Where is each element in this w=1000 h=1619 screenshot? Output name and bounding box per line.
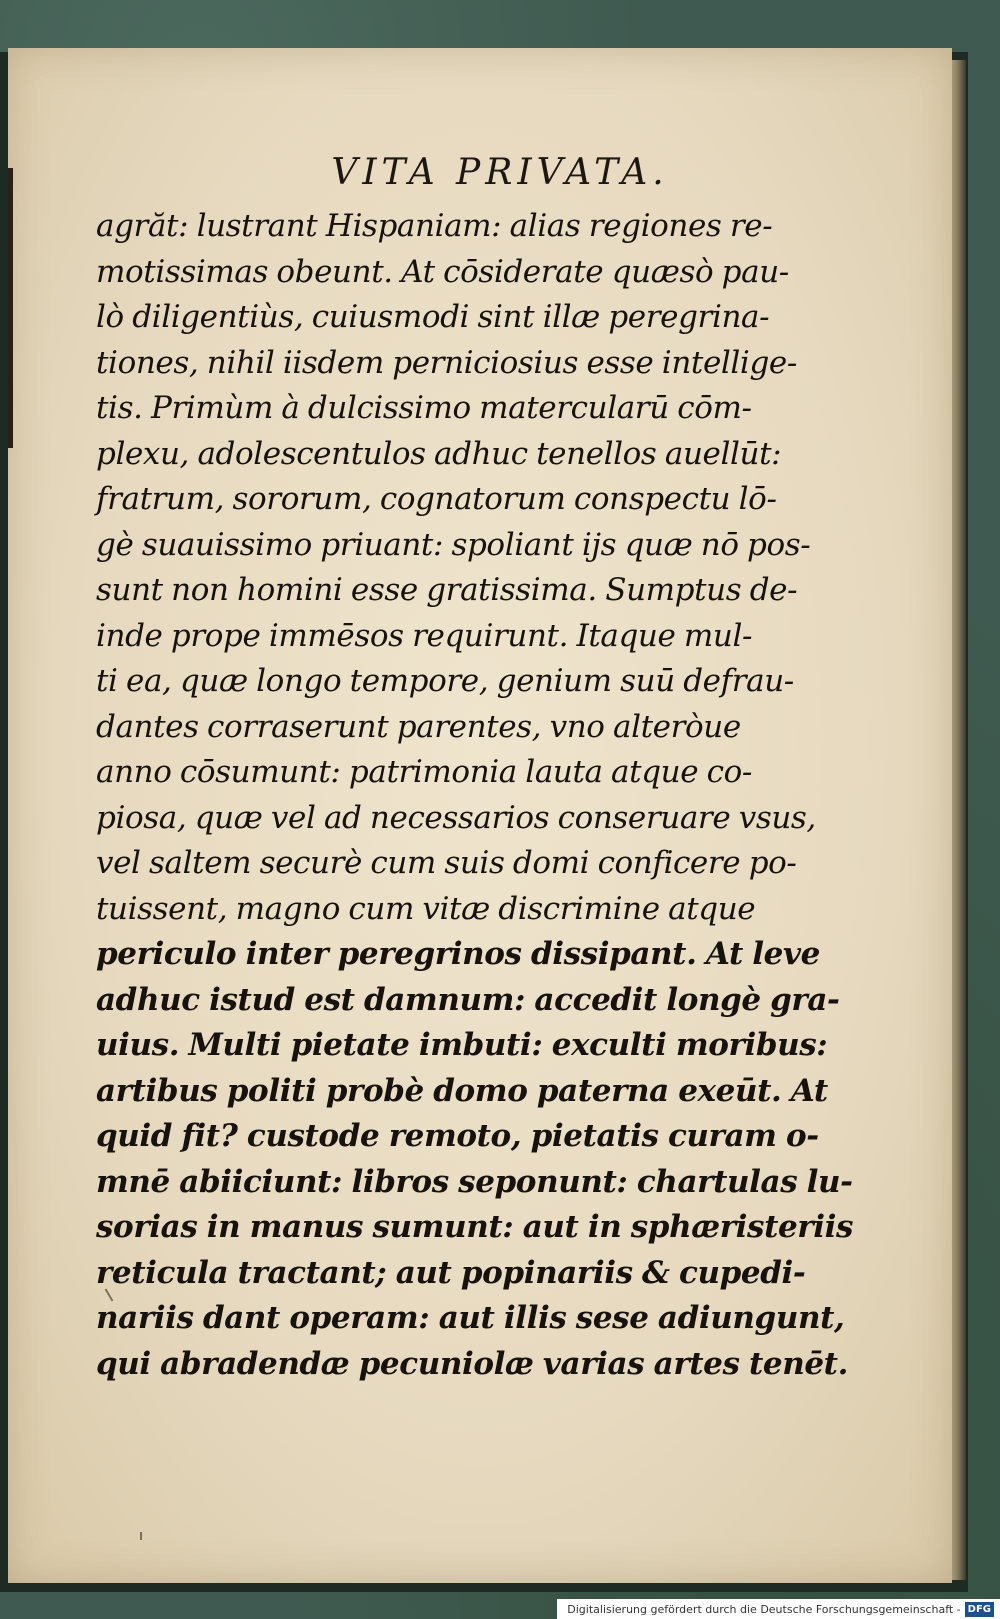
text-line: gè suauissimo priuant: spoliant ijs quæ nō pos- — [96, 526, 811, 563]
text-line: adhuc istud est damnum: accedit longè gra- — [96, 981, 840, 1018]
text-line: artibus politi probè domo paterna exeūt. At — [96, 1072, 828, 1109]
text-line: lò diligentiùs, cuiusmodi sint illæ peregrina- — [96, 299, 770, 335]
dfg-logo: DFG — [965, 1602, 994, 1617]
text-line: dantes corraserunt parentes, vno alteròue — [96, 708, 741, 745]
ink-speck — [140, 1532, 142, 1540]
text-line: nariis dant operam: aut illis sese adiungunt, — [96, 1300, 845, 1336]
text-line: periculo inter peregrinos dissipant. At leve — [96, 936, 820, 972]
text-line: ti ea, quæ longo tempore, genium suū defrau- — [96, 663, 794, 699]
text-line: inde prope immēsos requirunt. Itaque mul- — [96, 617, 753, 654]
text-line: sunt non homini esse gratissima. Sumptus de- — [96, 572, 798, 608]
text-line: mnē abiiciunt: libros seponunt: chartulas lu- — [96, 1163, 853, 1200]
text-line: motissimas obeunt. At cōsiderate quæsò pau- — [96, 253, 789, 290]
text-line: plexu, adolescentulos adhuc tenellos auellūt: — [96, 435, 782, 472]
text-line: tis. Primùm à dulcissimo matercularū cōm- — [96, 390, 752, 426]
text-line: uius. Multi pietate imbuti: exculti moribus: — [96, 1027, 828, 1063]
text-line: fratrum, sororum, cognatorum conspectu lō- — [96, 481, 777, 517]
text-line: anno cōsumunt: patrimonia lauta atque co- — [96, 754, 752, 790]
text-line: agrăt: lustrant Hispaniam: alias regiones re- — [96, 208, 773, 244]
body-text — [96, 204, 854, 1387]
text-line: qui abradendæ pecuniolæ varias artes tenēt. — [96, 1345, 848, 1382]
digitization-credit — [557, 1599, 1000, 1619]
book-page — [8, 48, 952, 1583]
text-line: reticula tractant; aut popinariis & cupedi- — [96, 1254, 806, 1291]
running-head: VITA PRIVATA. — [331, 152, 669, 193]
text-line: piosa, quæ vel ad necessarios conseruare vsus, — [96, 799, 816, 836]
text-line: quid fit? custode remoto, pietatis curam o- — [96, 1118, 819, 1154]
text-line: vel saltem securè cum suis domi conficere po- — [96, 845, 797, 881]
binding-mark — [8, 168, 13, 448]
text-line: tuissent, magno cum vitæ discrimine atque — [96, 890, 756, 927]
text-line: tiones, nihil iisdem perniciosius esse intellige- — [96, 344, 797, 381]
credit-text: Digitalisierung gefördert durch die Deutsche Forschungsgemeinschaft - — [567, 1602, 961, 1616]
text-line: sorias in manus sumunt: aut in sphæristeriis — [96, 1209, 854, 1245]
